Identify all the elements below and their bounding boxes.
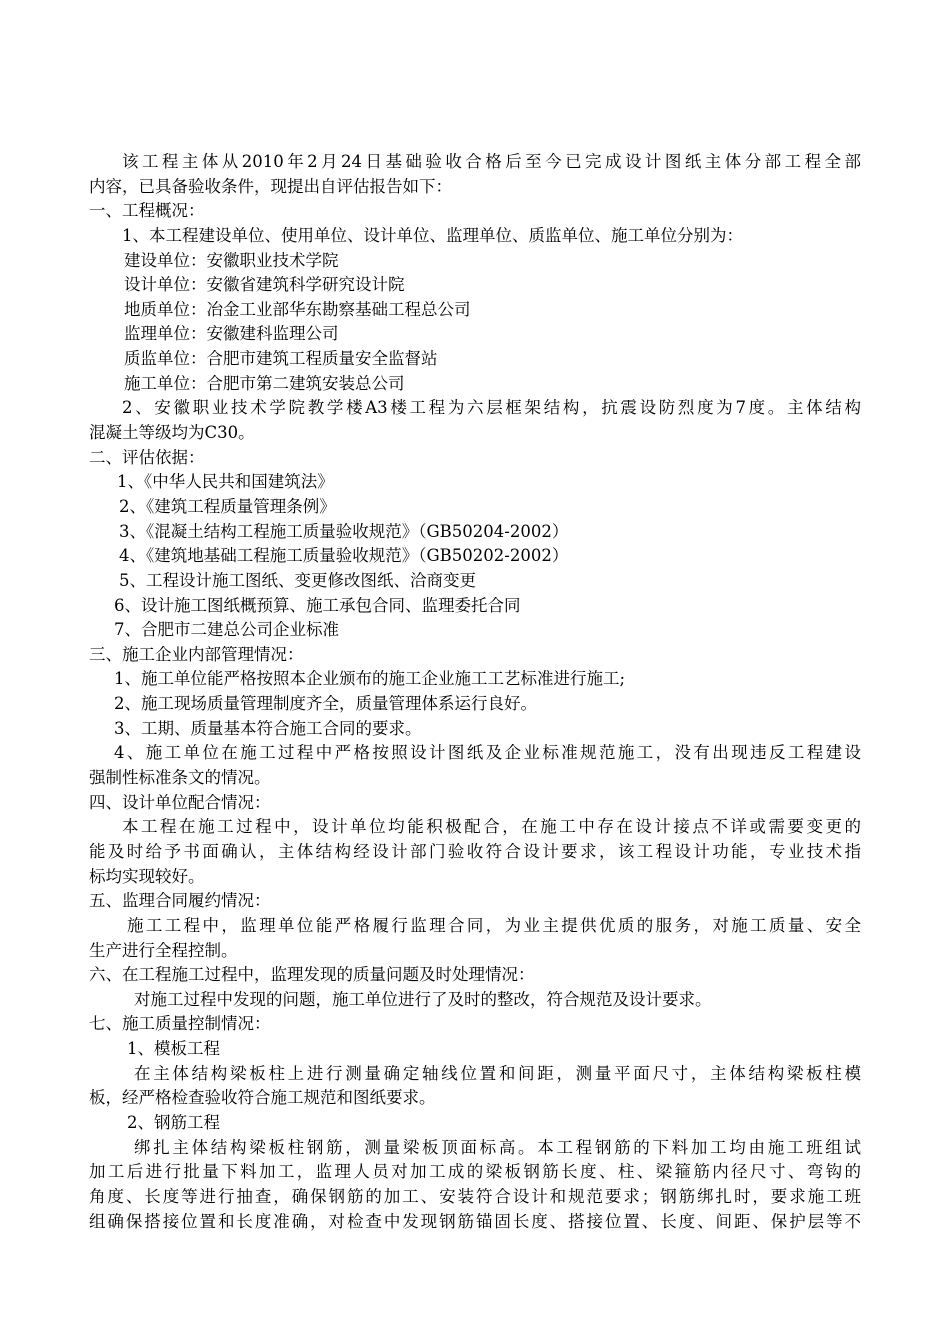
- text-line: 地质单位：冶金工业部华东勘察基础工程总公司: [124, 299, 471, 319]
- text-line: 6、设计施工图纸概预算、施工承包合同、监理委托合同: [114, 595, 521, 615]
- text-line: 本工程在施工过程中，设计单位均能积极配合，在施工中存在设计接点不详或需要变更的: [122, 817, 861, 837]
- text-line: 对施工过程中发现的问题，施工单位进行了及时的整改，符合规范及设计要求。: [134, 989, 712, 1009]
- text-line: 一、工程概况：: [89, 201, 205, 221]
- text-line: 该工程主体从2010年2月24日基础验收合格后至今已完成设计图纸主体分部工程全部: [122, 152, 861, 171]
- text-line: 四、设计单位配合情况：: [89, 792, 271, 812]
- text-line: 七、施工质量控制情况：: [89, 1014, 271, 1034]
- text-line: 组确保搭接位置和长度准确，对检查中发现钢筋锚固长度、搭接位置、长度、间距、保护层等不: [89, 1211, 861, 1231]
- text-line: 绑扎主体结构梁板柱钢筋，测量梁板顶面标高。本工程钢筋的下料加工均由施工班组试: [134, 1137, 861, 1157]
- text-line: 施工工程中，监理单位能严格履行监理合同，为业主提供优质的服务，对施工质量、安全: [127, 915, 861, 935]
- text-line: 加工后进行批量下料加工，监理人员对加工成的梁板钢筋长度、柱、梁箍筋内径尺寸、弯钩的: [89, 1162, 861, 1182]
- text-line: 建设单位：安徽职业技术学院: [124, 250, 339, 270]
- text-line: 7、合肥市二建总公司企业标准: [114, 620, 339, 640]
- text-line: 三、施工企业内部管理情况：: [89, 644, 304, 664]
- text-line: 3、工期、质量基本符合施工合同的要求。: [114, 718, 422, 738]
- text-line: 六、在工程施工过程中，监理发现的质量问题及时处理情况：: [89, 965, 535, 985]
- text-line: 1、《中华人民共和国建筑法》: [117, 472, 334, 492]
- text-line: 1、模板工程: [127, 1039, 220, 1059]
- text-line: 二、评估依据：: [89, 447, 205, 467]
- text-line: 1、本工程建设单位、使用单位、设计单位、监理单位、质监单位、施工单位分别为：: [122, 225, 743, 245]
- text-line: 2、安徽职业技术学院教学楼A3楼工程为六层框架结构，抗震设防烈度为7度。主体结构: [122, 398, 861, 418]
- text-line: 内容，已具备验收条件，现提出自评估报告如下：: [89, 176, 452, 196]
- text-line: 监理单位：安徽建科监理公司: [124, 324, 339, 344]
- text-line: 设计单位：安徽省建筑科学研究设计院: [124, 275, 405, 295]
- text-line: 强制性标准条文的情况。: [89, 768, 271, 788]
- text-line: 1、施工单位能严格按照本企业颁布的施工企业施工工艺标准进行施工;: [114, 669, 626, 689]
- text-line: 4、《建筑地基础工程施工质量验收规范》（GB50202-2002）: [119, 546, 569, 566]
- text-line: 能及时给予书面确认，主体结构经设计部门验收符合设计要求，该工程设计功能，专业技术指: [89, 841, 861, 861]
- text-line: 混凝土等级均为C30。: [89, 423, 255, 443]
- report-body-text: [89, 150, 861, 1234]
- text-line: 质监单位：合肥市建筑工程质量安全监督站: [124, 349, 438, 369]
- text-line: 生产进行全程控制。: [89, 940, 238, 960]
- text-line: 标均实现较好。: [89, 866, 205, 886]
- text-line: 在主体结构梁板柱上进行测量确定轴线位置和间距，测量平面尺寸，主体结构梁板柱模: [134, 1063, 861, 1083]
- text-line: 施工单位：合肥市第二建筑安装总公司: [124, 373, 405, 393]
- text-line: 4、施工单位在施工过程中严格按照设计图纸及企业标准规范施工，没有出现违反工程建设: [114, 743, 861, 763]
- text-line: 板，经严格检查验收符合施工规范和图纸要求。: [89, 1088, 436, 1108]
- text-line: 五、监理合同履约情况：: [89, 891, 271, 911]
- text-line: 2、《建筑工程质量管理条例》: [119, 496, 336, 516]
- text-line: 2、钢筋工程: [127, 1112, 220, 1132]
- text-line: 5、工程设计施工图纸、变更修改图纸、洽商变更: [119, 570, 476, 590]
- text-line: 角度、长度等进行抽查，确保钢筋的加工、安装符合设计和规范要求；钢筋绑扎时，要求施工班: [89, 1186, 861, 1206]
- text-line: 3、《混凝土结构工程施工质量验收规范》（GB50204-2002）: [119, 521, 569, 541]
- text-line: 2、施工现场质量管理制度齐全，质量管理体系运行良好。: [114, 694, 537, 714]
